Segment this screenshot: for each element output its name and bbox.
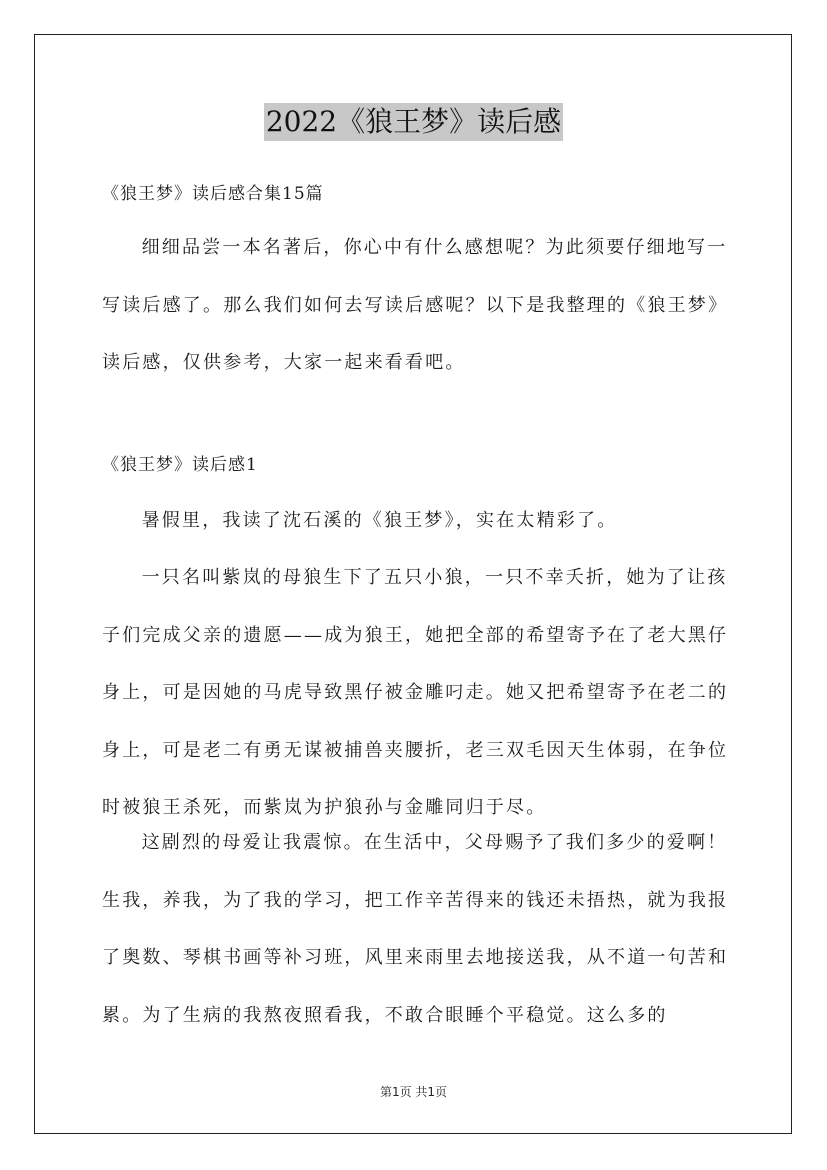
body-paragraph-3: 这剧烈的母爱让我震惊。在生活中，父母赐予了我们多少的爱啊！生我，养我，为了我的学习，把工作辛苦得来的钱还未捂热，就为我报了奥数、琴棋书画等补习班，风里来雨里去地接送我，从不道一句苦和累。为了生病的我熬夜照看我，不敢合眼睡个平稳觉。这么多的: [102, 832, 729, 1026]
intro-paragraph: 细细品尝一本名著后，你心中有什么感想呢？为此须要仔细地写一写读后感了。那么我们如何去写读后感呢？以下是我整理的《狼王梦》读后感，仅供参考，大家一起来看看吧。: [102, 237, 729, 373]
document-title: 2022《狼王梦》读后感: [264, 103, 563, 141]
document-subtitle: 《狼王梦》读后感合集15篇: [102, 184, 324, 204]
section-heading: 《狼王梦》读后感1: [102, 455, 258, 475]
body-paragraph-2: 一只名叫紫岚的母狼生下了五只小狼，一只不幸夭折，她为了让孩子们完成父亲的遗愿——成为狼王，她把全部的希望寄予在了老大黑仔身上，可是因她的马虎导致黑仔被金雕叼走。她又把希望寄予在老二的身上，可是老二有勇无谋被捕兽夹腰折，老三双毛因天生体弱，在争位时被狼王杀死，而紫岚为护狼孙与金雕同归于尽。: [102, 567, 729, 818]
title-container: [0, 103, 827, 141]
body-paragraph-1: 暑假里，我读了沈石溪的《狼王梦》，实在太精彩了。: [141, 510, 618, 531]
page-footer: 第1页 共1页: [379, 1085, 448, 1099]
